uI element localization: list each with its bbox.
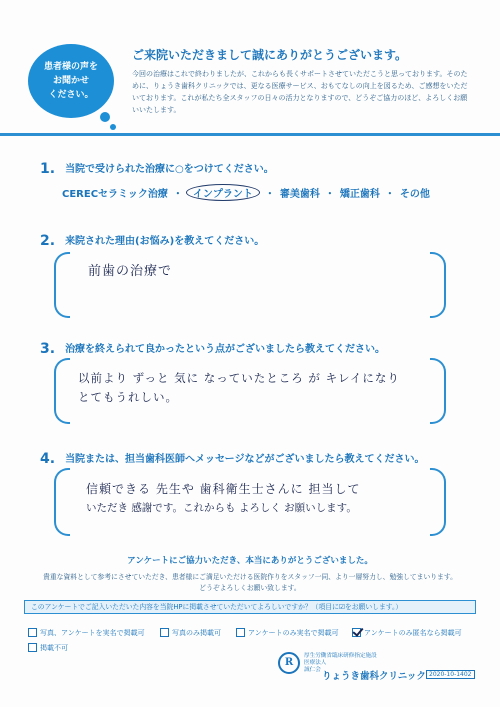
document-code: 2020-10-1402 <box>426 670 475 679</box>
permission-option-3[interactable]: アンケートのみ実名で掲載可 <box>236 628 339 638</box>
page-title: ご来院いただきまして誠にありがとうございます。 <box>132 48 408 62</box>
answer-bracket-right <box>430 468 446 536</box>
checkbox-checked[interactable] <box>352 628 361 637</box>
answer-text[interactable]: 前歯の治療で <box>88 264 173 279</box>
answer-text[interactable]: いただき 感謝です。これからも よろしく お願いします。 <box>86 502 357 514</box>
checkbox[interactable] <box>28 628 37 637</box>
checkbox[interactable] <box>236 628 245 637</box>
clinic-logo: R <box>278 652 300 674</box>
bubble-tail-dot <box>100 112 110 122</box>
checkbox[interactable] <box>160 628 169 637</box>
speech-bubble <box>28 44 114 118</box>
clinic-name: りょうき歯科クリニック <box>322 671 426 682</box>
clinic-legal: 厚生労働省臨床研修指定施設 医療法人 誠仁会 <box>304 653 377 673</box>
question-text: 当院で受けられた治療に○をつけてください。 <box>65 164 274 175</box>
option-aesthetic[interactable]: 審美歯科 <box>279 189 320 200</box>
publish-permission-question: このアンケートでご記入いただいた内容を当院HPに掲載させていただいてよろしいですか？（項目に☑をお願いします。） <box>24 600 476 614</box>
note-line: 貴重な資料として参考にさせていただき、患者様にご満足いただける医院作りをスタッフ一同、より一層努力し、勉強してまいります。 <box>43 573 457 581</box>
question-number: 1. <box>40 161 56 177</box>
treatment-options: CERECセラミック治療 ・ インプラント ・ 審美歯科 ・ 矯正歯科 ・ その他 <box>62 184 430 201</box>
permission-option-1[interactable]: 写真、アンケートを実名で掲載可 <box>28 628 145 638</box>
answer-bracket-left <box>54 468 70 536</box>
option-implant-circled[interactable]: インプラント <box>186 184 260 201</box>
answer-bracket-right <box>430 358 446 424</box>
option-other[interactable]: その他 <box>399 189 430 200</box>
answer-bracket-left <box>54 252 70 318</box>
option-cerec[interactable]: CERECセラミック治療 <box>62 189 168 200</box>
question-1 <box>40 160 274 177</box>
question-4 <box>40 450 424 467</box>
question-text: 当院または、担当歯科医師へメッセージなどがございましたら教えてください。 <box>65 454 425 465</box>
header-divider <box>0 133 500 136</box>
answer-text[interactable]: とてもうれしい。 <box>78 390 178 404</box>
question-text: 来院された理由(お悩み)を教えてください。 <box>65 236 265 247</box>
answer-text[interactable]: 以前より ずっと 気に なっていたところ が キレイになり <box>78 371 400 385</box>
answer-text[interactable]: 信頼できる 先生や 歯科衛生士さんに 担当して <box>86 482 361 496</box>
question-3 <box>40 340 385 357</box>
question-text: 治療を終えられて良かったという点がございましたら教えてください。 <box>65 344 386 355</box>
answer-bracket-left <box>54 358 70 424</box>
question-number: 4. <box>40 451 56 467</box>
answer-bracket-right <box>430 252 446 318</box>
bubble-line: ください。 <box>48 90 94 100</box>
thanks-heading: アンケートにご協力いただき、本当にありがとうございました。 <box>127 556 373 566</box>
question-number: 3. <box>40 341 56 357</box>
bubble-tail-dot <box>110 124 116 130</box>
permission-option-5[interactable]: 掲載不可 <box>28 643 68 653</box>
permission-option-4[interactable]: アンケートのみ匿名なら掲載可 <box>352 628 462 638</box>
permission-option-2[interactable]: 写真のみ掲載可 <box>160 628 221 638</box>
question-number: 2. <box>40 233 56 249</box>
option-orthodontic[interactable]: 矯正歯科 <box>339 189 380 200</box>
checkbox[interactable] <box>28 643 37 652</box>
question-2 <box>40 232 264 249</box>
bubble-line: 患者様の声を <box>43 62 98 72</box>
bubble-line: お聞かせ <box>52 76 89 86</box>
intro-text: 今回の治療はこれで終わりましたが、これからも長くサポートさせていただこうと思っております。そのために、りょうき歯科クリニックでは、更なる医療サービス、おもてなしの向上を図るため、ご感想をいただいております。これが私たち全スタッフの日々の活力となりますので、どうぞご協力のほど、よろしくお願いいたします。 <box>132 70 468 114</box>
note-line: どうぞよろしくお願い致します。 <box>199 584 301 592</box>
